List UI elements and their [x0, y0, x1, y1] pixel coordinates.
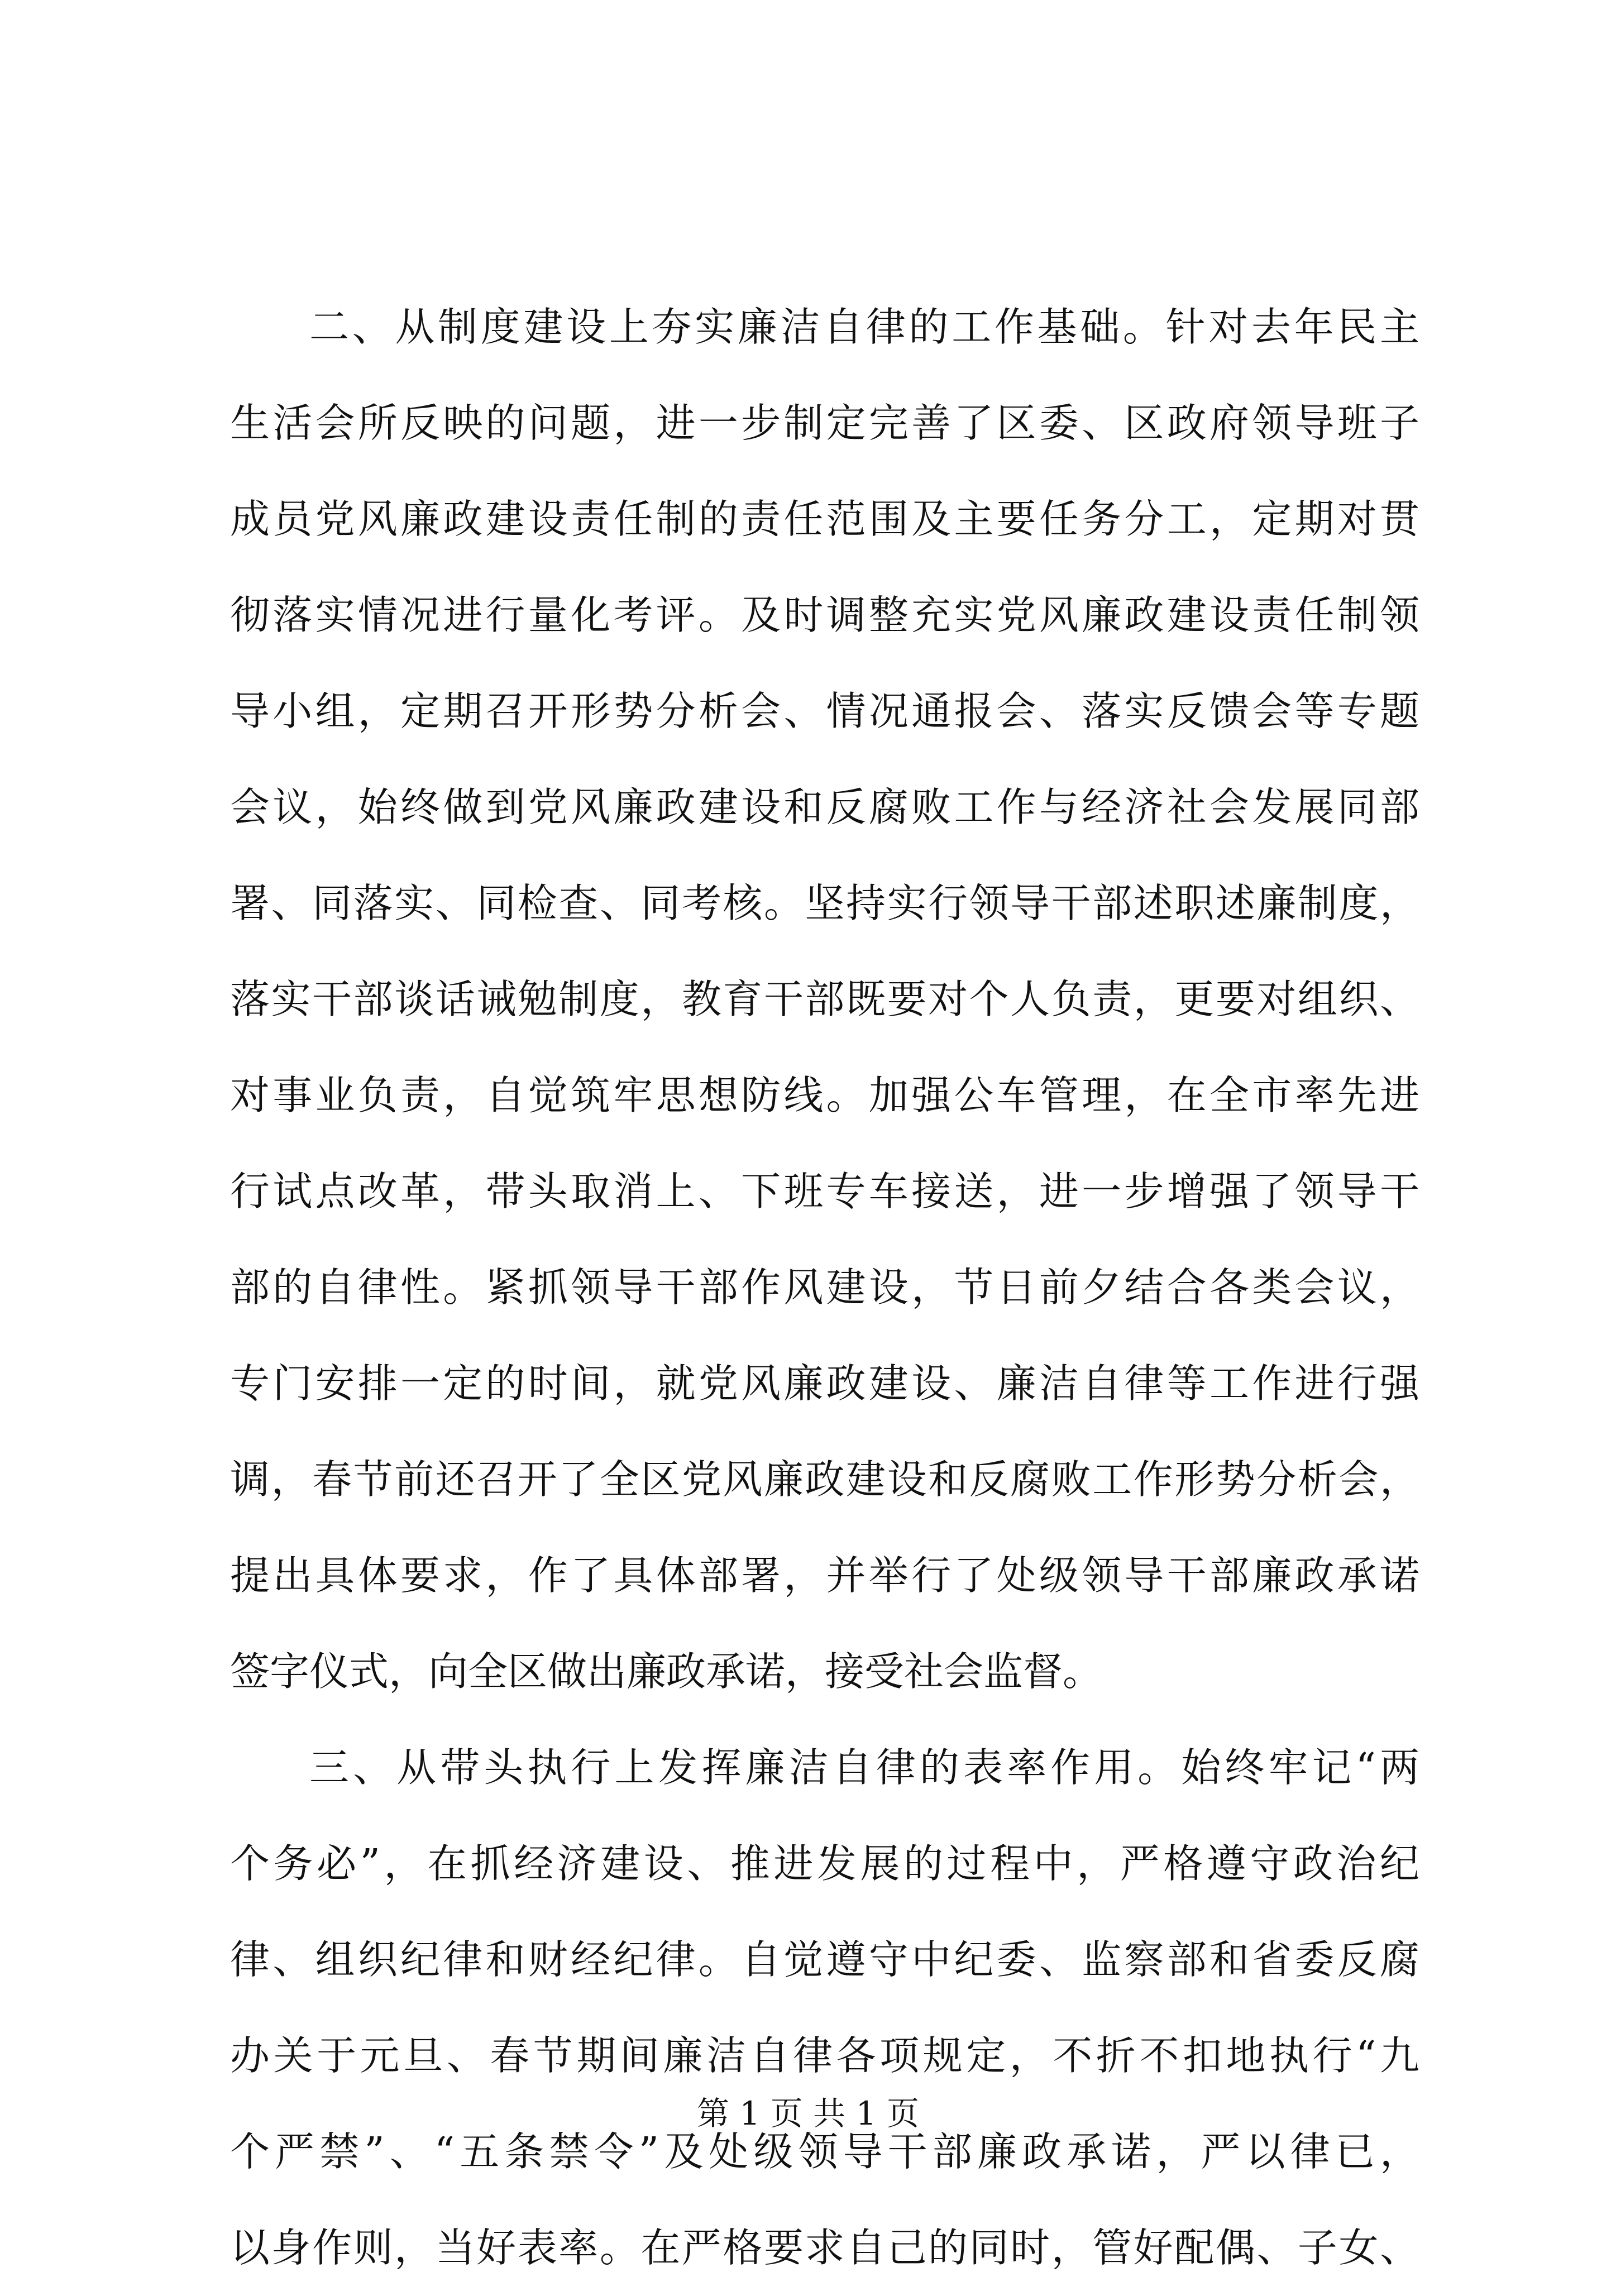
- paragraph-line: 导小组，定期召开形势分析会、情况通报会、落实反馈会等专题: [230, 688, 1419, 734]
- paragraph-line: 个严禁”、“五条禁令”及处级领导干部廉政承诺，严以律已，: [230, 2128, 1419, 2175]
- paragraph-line: 对事业负责，自觉筑牢思想防线。加强公车管理，在全市率先进: [230, 1072, 1419, 1118]
- paragraph-leading-by-example: [230, 1720, 1419, 2296]
- paragraph-line: 提出具体要求，作了具体部署，并举行了处级领导干部廉政承诺: [230, 1552, 1419, 1599]
- paragraph-line: 生活会所反映的问题，进一步制定完善了区委、区政府领导班子: [230, 400, 1419, 446]
- paragraph-line: 落实干部谈话诫勉制度，教育干部既要对个人负责，更要对组织、: [230, 976, 1419, 1022]
- paragraph-line: 三、从带头执行上发挥廉洁自律的表率作用。始终牢记“两: [309, 1744, 1419, 1791]
- paragraph-line: 以身作则，当好表率。在严格要求自己的同时，管好配偶、子女、: [230, 2225, 1419, 2271]
- paragraph-institution-building: [230, 279, 1419, 1720]
- paragraph-line: 会议，始终做到党风廉政建设和反腐败工作与经济社会发展同部: [230, 784, 1419, 830]
- paragraph-line: 签字仪式，向全区做出廉政承诺，接受社会监督。: [230, 1648, 1103, 1695]
- page-number-footer: 第 1 页 共 1 页: [697, 2094, 919, 2132]
- paragraph-line: 署、同落实、同检查、同考核。坚持实行领导干部述职述廉制度，: [230, 880, 1419, 926]
- paragraph-line: 二、从制度建设上夯实廉洁自律的工作基础。针对去年民主: [309, 304, 1419, 350]
- paragraph-line: 个务必”，在抓经济建设、推进发展的过程中，严格遵守政治纪: [230, 1840, 1419, 1887]
- paragraph-line: 律、组织纪律和财经纪律。自觉遵守中纪委、监察部和省委反腐: [230, 1936, 1419, 1983]
- paragraph-line: 调，春节前还召开了全区党风廉政建设和反腐败工作形势分析会，: [230, 1456, 1419, 1503]
- paragraph-line: 专门安排一定的时间，就党风廉政建设、廉洁自律等工作进行强: [230, 1360, 1419, 1407]
- paragraph-line: 行试点改革，带头取消上、下班专车接送，进一步增强了领导干: [230, 1168, 1419, 1214]
- paragraph-line: 彻落实情况进行量化考评。及时调整充实党风廉政建设责任制领: [230, 592, 1419, 638]
- document-body: [230, 279, 1419, 2296]
- paragraph-line: 部的自律性。紧抓领导干部作风建设，节日前夕结合各类会议，: [230, 1264, 1419, 1310]
- paragraph-line: 成员党风廉政建设责任制的责任范围及主要任务分工，定期对贯: [230, 496, 1419, 542]
- paragraph-line: 办关于元旦、春节期间廉洁自律各项规定，不折不扣地执行“九: [230, 2032, 1419, 2079]
